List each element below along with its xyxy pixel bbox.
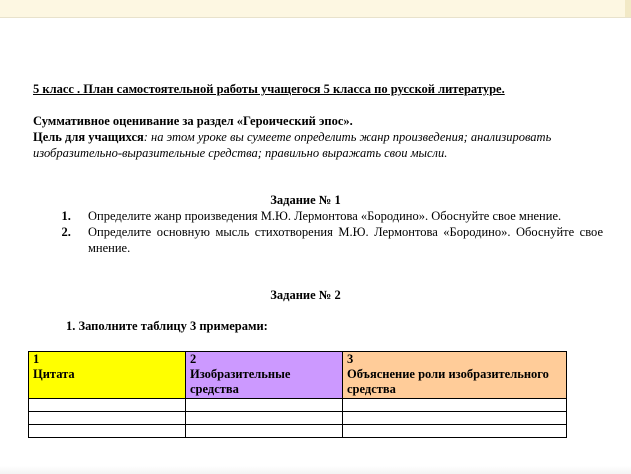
page-bottom-edge: [0, 466, 631, 474]
column-label: Объяснение роли изобразительного средства: [347, 367, 549, 396]
section-title: Суммативное оценивание за раздел «Героический эпос».: [33, 114, 353, 128]
column-number: 2: [190, 352, 197, 366]
top-toolbar-strip: [0, 0, 631, 18]
task1-item-1: 1. Определите жанр произведения М.Ю. Лермонтова «Бородино». Обоснуйте свое мнение.: [74, 208, 603, 224]
toolbar-edge: [625, 0, 631, 17]
table-cell[interactable]: [343, 425, 567, 438]
table-cell[interactable]: [186, 399, 343, 412]
column-number: 1: [33, 352, 40, 366]
column-header-quote: [29, 352, 186, 399]
column-header-means: [186, 352, 343, 399]
document-heading: 5 класс . План самостоятельной работы учащегося 5 класса по русской литературе.: [33, 82, 505, 96]
table-cell[interactable]: [29, 412, 186, 425]
goal-label: Цель для учащихся: [33, 130, 144, 144]
column-label: Цитата: [33, 367, 75, 381]
task1-title: Задание № 1: [270, 193, 341, 207]
task1-list: [33, 208, 603, 256]
task2-instruction: 1. Заполните таблицу 3 примерами:: [66, 319, 268, 333]
goal-paragraph: [33, 129, 568, 161]
table-cell[interactable]: [29, 425, 186, 438]
task2-title: Задание № 2: [270, 288, 341, 302]
table-cell[interactable]: [343, 399, 567, 412]
task1-item-2: 2. Определите основную мысль стихотворения М.Ю. Лермонтова «Бородино». Обоснуйте свое мнение.: [74, 224, 603, 256]
goal-text: : на этом уроке вы сумеете определить жанр произведения; анализировать изобразительно-выразительные средства; правильно выражать свои мысли.: [33, 130, 552, 160]
table-cell[interactable]: [29, 399, 186, 412]
table-row: [29, 399, 567, 412]
column-header-explanation: [343, 352, 567, 399]
table-cell[interactable]: [343, 412, 567, 425]
table-row: [29, 425, 567, 438]
examples-table: [28, 351, 567, 438]
column-label: Изобразительные средства: [190, 367, 291, 396]
table-cell[interactable]: [186, 412, 343, 425]
table-row: [29, 412, 567, 425]
column-number: 3: [347, 352, 354, 366]
table-cell[interactable]: [186, 425, 343, 438]
table-header-row: [29, 352, 567, 399]
